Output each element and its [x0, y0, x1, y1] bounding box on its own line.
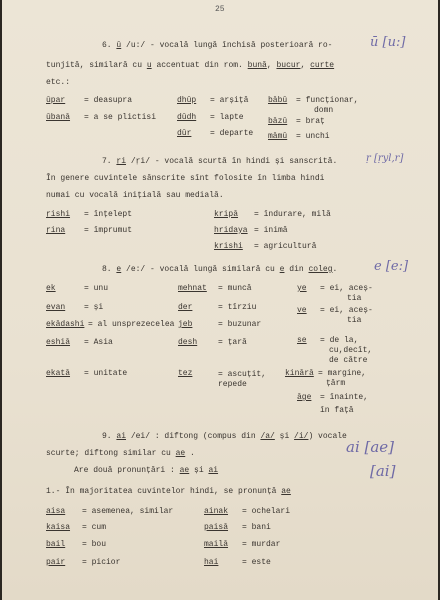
vocab-definition: = ei, aceș- [320, 284, 373, 293]
vocab-definition: = bani [242, 523, 271, 532]
vocab-definition: = unu [84, 284, 109, 293]
section-7-heading: 7. ṛi /ṛi/ - vocală scurtă în hindi și sanscrită. [102, 157, 338, 166]
vocab-definition-continued: cu,decît, [329, 346, 373, 355]
section-8-heading: 8. e /e:/ - vocală lungă similară cu e din coleg. [102, 265, 338, 274]
vocab-definition: = este [242, 558, 271, 567]
vocab-definition: = deasupra [84, 96, 133, 105]
vocab-definition-continued: domn [314, 106, 334, 115]
vocab-definition: = ochelari [242, 507, 291, 516]
vocab-word: mailā [204, 540, 229, 549]
vocab-definition: = bou [82, 540, 107, 549]
section-9-handwritten-note-1: ai [ae] [346, 438, 395, 456]
vocab-definition-continued: țărm [326, 379, 346, 388]
section-9-line-3: Are două pronunțări : ae și ai [74, 466, 219, 475]
vocab-definition: = funcționar, [296, 96, 359, 105]
vocab-definition: = inimă [254, 226, 288, 235]
section-6-handwritten-note: ū [u:] [370, 35, 406, 50]
vocab-word: dhūp [177, 96, 197, 105]
section-7-line-3: numai cu vocală inițială sau medială. [46, 191, 224, 200]
vocab-word: kinārā [285, 369, 314, 378]
vocab-definition: = ascuțit, repede [218, 370, 267, 389]
vocab-definition: = și [84, 303, 104, 312]
vocab-definition: = muncă [218, 284, 252, 293]
vocab-definition: = departe [210, 129, 254, 138]
vocab-definition: = al unsprezecelea [88, 320, 175, 329]
vocab-definition: = a se plictisi [84, 113, 157, 122]
vocab-word: ṛina [46, 226, 66, 235]
section-6-line-2: tunjită, similară cu u accentuat din rom. bună, bucur, curte [46, 61, 335, 70]
vocab-word: bāzū [268, 117, 288, 126]
vocab-word: ekatā [46, 369, 71, 378]
vocab-definition: = buzunar [218, 320, 262, 329]
vocab-definition: = tîrziu [218, 303, 257, 312]
vocab-word: bail [46, 540, 66, 549]
vocab-definition: = Asia [84, 338, 113, 347]
vocab-word: ūbanā [46, 113, 71, 122]
vocab-word: desh [178, 338, 198, 347]
vocab-definition: = cum [82, 523, 107, 532]
vocab-definition: = arșiță [210, 96, 249, 105]
vocab-definition: = împrumut [84, 226, 133, 235]
vocab-word: hridaya [214, 226, 248, 235]
vocab-word: ṛishi [46, 210, 71, 219]
vocab-definition: = murdar [242, 540, 281, 549]
vocab-definition: = asemenea, similar [82, 507, 174, 516]
vocab-definition: = lapte [210, 113, 244, 122]
section-9-heading: 9. ai /ei/ : diftong (compus din /a/ și /i/) vocale [102, 432, 347, 441]
vocab-definition: = înțelept [84, 210, 133, 219]
vocab-word: dūdh [177, 113, 197, 122]
vocab-word: māmū [268, 132, 288, 141]
vocab-word: eshiā [46, 338, 71, 347]
vocab-word: pair [46, 558, 66, 567]
vocab-definition: = unchi [296, 132, 330, 141]
vocab-definition-continued: în față [320, 406, 354, 415]
vocab-definition: = unitate [84, 369, 128, 378]
vocab-definition-continued: de către [329, 356, 368, 365]
vocab-word: bābū [268, 96, 288, 105]
vocab-word: evan [46, 303, 66, 312]
vocab-word: kaisa [46, 523, 71, 532]
vocab-word: kripā [214, 210, 239, 219]
vocab-word: tez [178, 369, 193, 378]
vocab-word: mehnat [178, 284, 207, 293]
section-8-handwritten-note: e [e:] [374, 259, 409, 274]
vocab-definition: = margine, [318, 369, 367, 378]
vocab-word: ve [297, 306, 307, 315]
vocab-definition: = îndurare, milă [254, 210, 331, 219]
vocab-word: āge [297, 393, 312, 402]
vocab-definition-continued: tia [347, 316, 362, 325]
section-7-line-2: În genere cuvintele sănscrite sînt folosite în limba hindi [46, 174, 325, 183]
vocab-definition: = de la, [320, 336, 359, 345]
vocab-definition: = braț [296, 117, 325, 126]
section-9-handwritten-note-2: [ai] [370, 462, 396, 480]
vocab-definition: = ei, aceș- [320, 306, 373, 315]
vocab-word: aisa [46, 507, 66, 516]
vocab-word: ekādashi [46, 320, 85, 329]
vocab-definition-continued: tia [347, 294, 362, 303]
vocab-word: ek [46, 284, 56, 293]
vocab-word: ainak [204, 507, 229, 516]
section-9-line-2: scurte; diftong similar cu ae . [46, 449, 195, 458]
vocab-word: dūr [177, 129, 192, 138]
section-9-subheading: 1.- În majoritatea cuvintelor hindi, se pronunță ae [46, 487, 291, 496]
vocab-definition: = agricultură [254, 242, 317, 251]
vocab-word: hai [204, 558, 219, 567]
vocab-word: jeb [178, 320, 193, 329]
vocab-word: paisā [204, 523, 229, 532]
vocab-word: krishi [214, 242, 243, 251]
section-6-heading: 6. ū /u:/ - vocală lungă închisă posterioară ro- [102, 41, 333, 50]
page-number: 25 [215, 5, 225, 14]
document-page [2, 0, 438, 600]
section-7-handwritten-note: ṛ [ṛyl,r] [366, 153, 404, 164]
vocab-word: se [297, 336, 307, 345]
vocab-definition: = înainte, [320, 393, 369, 402]
vocab-definition: = picior [82, 558, 121, 567]
vocab-word: der [178, 303, 193, 312]
vocab-word: ūpar [46, 96, 66, 105]
vocab-definition: = țară [218, 338, 247, 347]
section-6-line-3: etc.: [46, 78, 71, 87]
vocab-word: ye [297, 284, 307, 293]
